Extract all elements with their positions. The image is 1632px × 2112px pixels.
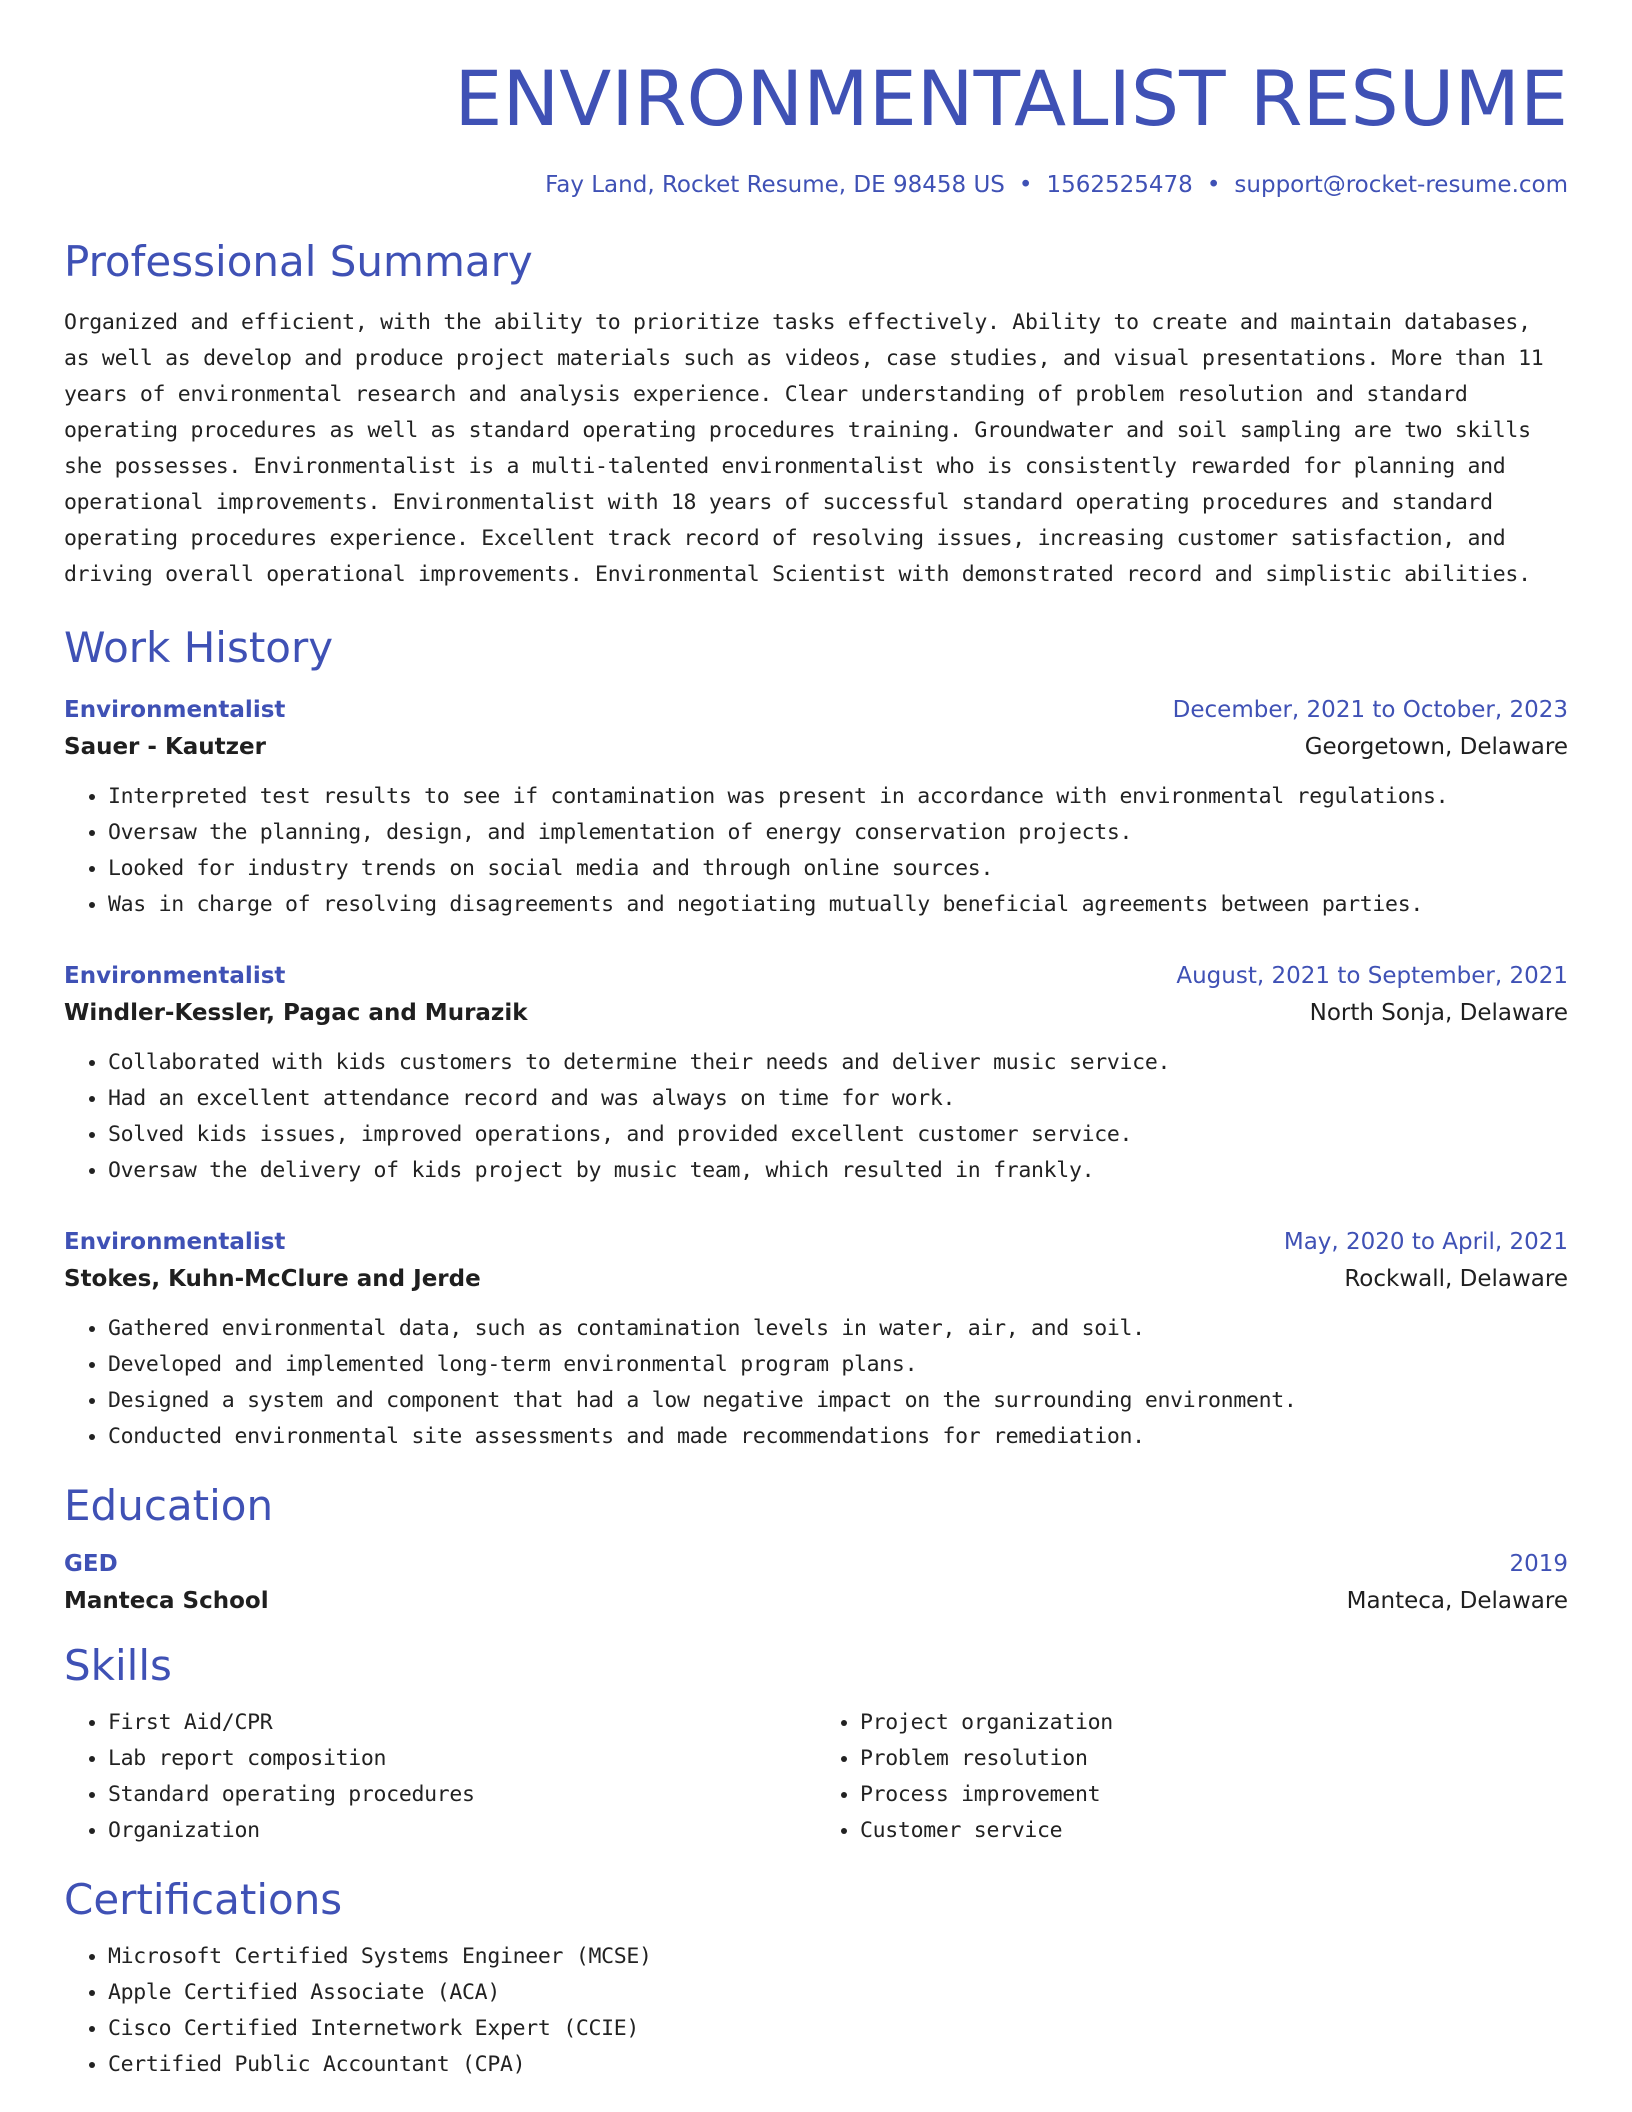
education-location: Manteca, Delaware [1346, 1588, 1568, 1614]
certification-item: • Certified Public Accountant (CPA) [108, 2047, 1568, 2083]
job-entry [64, 1225, 1568, 1455]
job-bullet: • Was in charge of resolving disagreements and negotiating mutually beneficial agreements between parties. [108, 887, 1568, 923]
certifications-list [64, 1939, 1568, 2083]
certification-item: • Cisco Certified Internetwork Expert (CCIE) [108, 2011, 1568, 2047]
skill-item: • Organization [108, 1813, 816, 1849]
section-title-certifications: Certifications [64, 1875, 343, 1924]
education-entry [64, 1547, 1568, 1621]
skill-item: • Project organization [860, 1705, 1568, 1741]
summary-text: Organized and efficient, with the ability to prioritize tasks effectively. Ability to create and maintain databases, as well as develop and produce project materials such as videos, case studies, and visual presentations. More than 11 years of environmental research and analysis experience. Clear understanding of problem resolution and standard operating procedures as well as standard operating procedures training. Groundwater and soil sampling are two skills she possesses. Environmentalist is a multi-talented environmentalist who is consistently rewarded for planning and operational improvements. Environmentalist with 18 years of successful standard operating procedures and standard operating procedures experience. Excellent track record of resolving issues, increasing customer satisfaction, and driving overall operational improvements. Environmental Scientist with demonstrated record and simplistic abilities. [64, 310, 1544, 587]
job-bullet: • Designed a system and component that had a low negative impact on the surrounding environment. [108, 1383, 1568, 1419]
contact-address: Fay Land, Rocket Resume, DE 98458 US [545, 172, 1005, 198]
job-role: Environmentalist [64, 1229, 286, 1255]
job-role: Environmentalist [64, 963, 286, 989]
job-bullets [64, 779, 1568, 923]
job-bullets [64, 1045, 1568, 1189]
education-year: 2019 [1509, 1551, 1568, 1577]
job-bullet: • Developed and implemented long-term environmental program plans. [108, 1347, 1568, 1383]
resume-title: ENVIRONMENTALIST RESUME [454, 54, 1568, 143]
job-company: Sauer - Kautzer [64, 734, 267, 760]
job-bullet: • Oversaw the delivery of kids project by music team, which resulted in frankly. [108, 1153, 1568, 1189]
job-bullet: • Looked for industry trends on social media and through online sources. [108, 851, 1568, 887]
skill-item: • Lab report composition [108, 1741, 816, 1777]
skill-item: • Process improvement [860, 1777, 1568, 1813]
contact-phone: 1562525478 [1046, 172, 1193, 198]
job-location: Rockwall, Delaware [1344, 1266, 1568, 1292]
section-title-summary: Professional Summary [64, 237, 533, 286]
job-bullets [64, 1311, 1568, 1455]
job-bullet: • Oversaw the planning, design, and implementation of energy conservation projects. [108, 815, 1568, 851]
job-bullet: • Conducted environmental site assessments and made recommendations for remediation. [108, 1419, 1568, 1455]
job-entry [64, 959, 1568, 1189]
resume-page [64, 0, 1568, 2083]
job-dates: December, 2021 to October, 2023 [1172, 697, 1568, 723]
education-school: Manteca School [64, 1588, 269, 1614]
job-dates: August, 2021 to September, 2021 [1176, 963, 1568, 989]
contact-separator: • [1018, 172, 1033, 198]
education-degree: GED [64, 1551, 118, 1577]
skill-item: • Standard operating procedures [108, 1777, 816, 1813]
job-location: North Sonja, Delaware [1309, 1000, 1568, 1026]
job-bullet: • Gathered environmental data, such as contamination levels in water, air, and soil. [108, 1311, 1568, 1347]
section-title-skills: Skills [64, 1641, 172, 1690]
job-company: Windler-Kessler, Pagac and Murazik [64, 1000, 528, 1026]
job-role: Environmentalist [64, 697, 286, 723]
job-bullet: • Solved kids issues, improved operations, and provided excellent customer service. [108, 1117, 1568, 1153]
skill-item: • Customer service [860, 1813, 1568, 1849]
job-bullet: • Interpreted test results to see if contamination was present in accordance with environmental regulations. [108, 779, 1568, 815]
section-title-education: Education [64, 1481, 274, 1530]
skills-columns [64, 1705, 1568, 1849]
skill-item: • First Aid/CPR [108, 1705, 816, 1741]
contact-email: support@rocket-resume.com [1234, 172, 1568, 198]
skills-list-right [816, 1705, 1568, 1849]
job-bullet: • Collaborated with kids customers to determine their needs and deliver music service. [108, 1045, 1568, 1081]
job-location: Georgetown, Delaware [1304, 734, 1568, 760]
job-company: Stokes, Kuhn-McClure and Jerde [64, 1266, 481, 1292]
job-dates: May, 2020 to April, 2021 [1283, 1229, 1568, 1255]
skill-item: • Problem resolution [860, 1741, 1568, 1777]
certification-item: • Microsoft Certified Systems Engineer (MCSE) [108, 1939, 1568, 1975]
job-entry [64, 693, 1568, 923]
job-bullet: • Had an excellent attendance record and was always on time for work. [108, 1081, 1568, 1117]
skills-list-left [64, 1705, 816, 1849]
certification-item: • Apple Certified Associate (ACA) [108, 1975, 1568, 2011]
contact-separator: • [1206, 172, 1221, 198]
section-title-work-history: Work History [64, 623, 334, 672]
contact-line [64, 170, 1568, 200]
